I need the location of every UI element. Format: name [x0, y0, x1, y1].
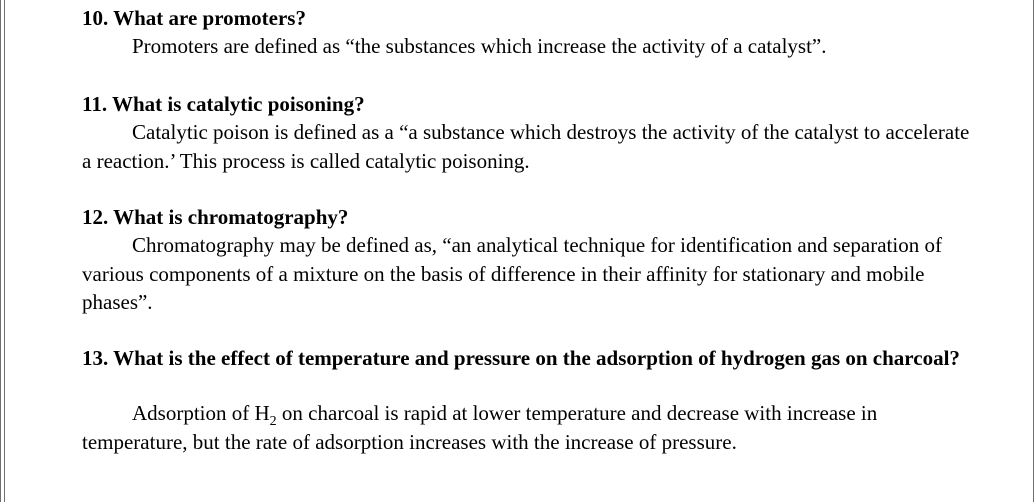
- question-heading: 11. What is catalytic poisoning?: [82, 92, 365, 116]
- question-heading: 10. What are promoters?: [82, 6, 306, 30]
- question-heading: 12. What is chromatography?: [82, 205, 349, 229]
- qa-item-chromatography: [82, 203, 982, 317]
- answer-text: [82, 399, 982, 456]
- page-border-left-inner: [4, 0, 5, 502]
- qa-item-hydrogen-adsorption: [82, 344, 982, 456]
- answer-text-start: Adsorption of H: [132, 401, 270, 425]
- question-heading: 13. What is the effect of temperature and pressure on the adsorption of hydrogen gas on charcoal?: [82, 346, 960, 370]
- subscript-2: 2: [269, 414, 277, 430]
- answer-text-end: on charcoal is rapid at lower temperature and decrease with increase in temperature, but the rate of adsorption increases with the increase of pressure.: [82, 401, 878, 454]
- page-border-left: [0, 0, 1, 502]
- answer-text: Catalytic poison is defined as a “a substance which destroys the activity of the catalyst to accelerate a reaction.’ This process is called catalytic poisoning.: [82, 120, 970, 173]
- qa-item-promoters: [82, 4, 826, 61]
- answer-text: Chromatography may be defined as, “an analytical technique for identification and separation of various components of a mixture on the basis of difference in their affinity for stationary and mobile phases”.: [82, 233, 942, 314]
- qa-item-catalytic-poisoning: [82, 90, 982, 175]
- page-border-right: [1033, 0, 1034, 502]
- answer-text: Promoters are defined as “the substances which increase the activity of a catalyst”.: [132, 34, 827, 58]
